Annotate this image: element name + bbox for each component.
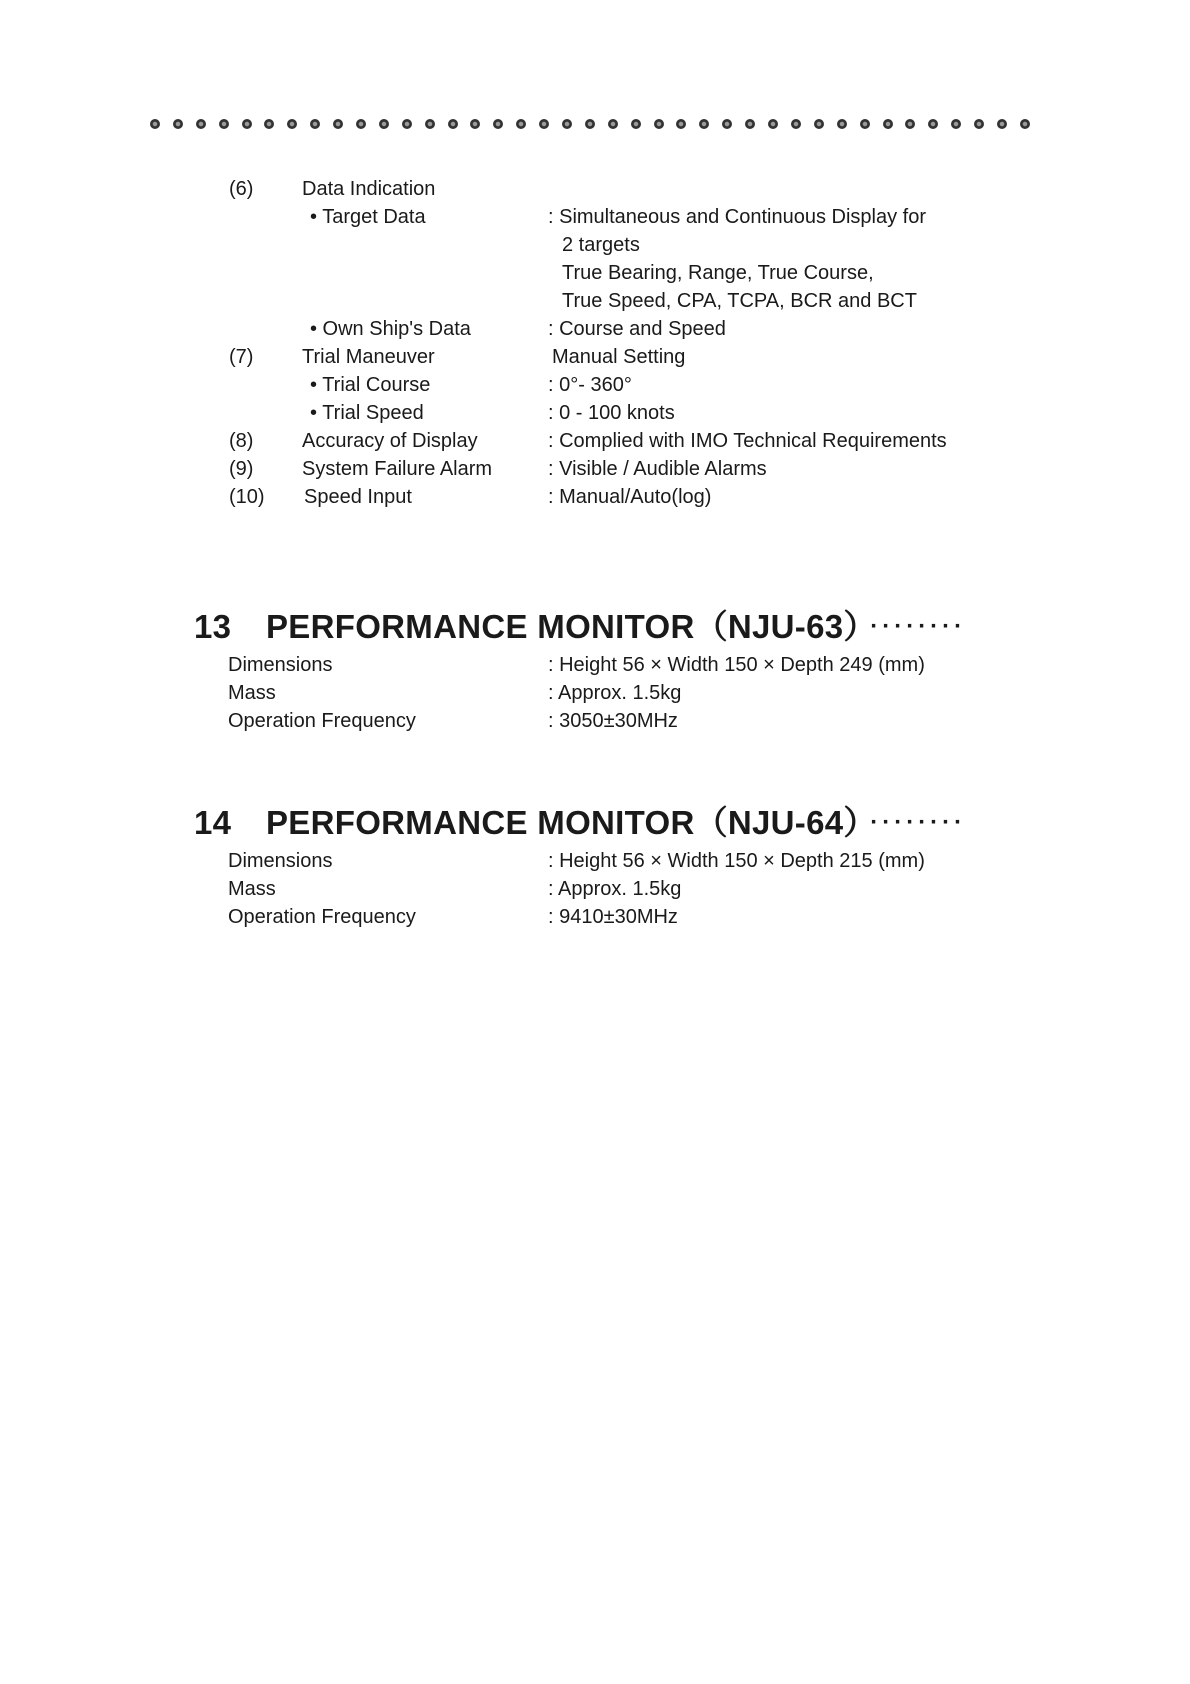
dot-icon [470,119,480,129]
item-number: (8) [229,430,254,452]
section-heading [194,601,966,648]
row-value: : 9410±30MHz [548,906,678,928]
item-label: • Target Data [310,206,426,228]
dot-icon [150,119,160,129]
dot-icon [448,119,458,129]
row-label: Mass [228,682,276,704]
item-number: (10) [229,486,265,508]
section-number: 13 [194,608,232,645]
dot-icon [173,119,183,129]
dot-icon [242,119,252,129]
dot-icon [997,119,1007,129]
dot-icon [768,119,778,129]
item-value: : Simultaneous and Continuous Display for [548,206,926,228]
decorative-dot-border [150,119,1030,129]
dot-icon [608,119,618,129]
dot-icon [585,119,595,129]
section-title: PERFORMANCE MONITOR（NJU-64） [266,804,861,841]
item-label: Trial Maneuver [302,346,435,368]
section-title: PERFORMANCE MONITOR（NJU-63） [266,608,861,645]
item-label: Speed Input [304,486,412,508]
dot-leader: ········ [870,613,967,640]
item-label: • Own Ship's Data [310,318,471,340]
dot-icon [860,119,870,129]
item-label: Accuracy of Display [302,430,478,452]
dot-icon [356,119,366,129]
dot-icon [905,119,915,129]
dot-icon [676,119,686,129]
section-heading [194,797,966,844]
dot-icon [219,119,229,129]
item-label: • Trial Course [310,374,431,396]
row-value: : Approx. 1.5kg [548,878,682,900]
item-number: (7) [229,346,254,368]
dot-icon [791,119,801,129]
dot-icon [425,119,435,129]
row-label: Operation Frequency [228,710,416,732]
item-value: True Bearing, Range, True Course, [562,262,874,284]
dot-icon [814,119,824,129]
dot-icon [883,119,893,129]
item-value: Manual Setting [552,346,686,368]
dot-icon [722,119,732,129]
row-label: Mass [228,878,276,900]
row-label: Dimensions [228,654,333,676]
row-value: : Approx. 1.5kg [548,682,682,704]
row-label: Dimensions [228,850,333,872]
dot-icon [539,119,549,129]
item-value: : 0 - 100 knots [548,402,675,424]
dot-icon [562,119,572,129]
dot-icon [745,119,755,129]
item-value: : 0°- 360° [548,374,632,396]
dot-icon [928,119,938,129]
dot-icon [287,119,297,129]
dot-icon [951,119,961,129]
section-number: 14 [194,804,232,841]
row-value: : Height 56 × Width 150 × Depth 249 (mm) [548,654,925,676]
row-value: : Height 56 × Width 150 × Depth 215 (mm) [548,850,925,872]
dot-leader: ········ [870,809,967,836]
dot-icon [493,119,503,129]
item-value: : Manual/Auto(log) [548,486,712,508]
item-value: : Course and Speed [548,318,726,340]
dot-icon [310,119,320,129]
dot-icon [379,119,389,129]
row-value: : 3050±30MHz [548,710,678,732]
dot-icon [837,119,847,129]
dot-icon [516,119,526,129]
item-value: True Speed, CPA, TCPA, BCR and BCT [562,290,917,312]
dot-icon [196,119,206,129]
item-value: : Complied with IMO Technical Requirements [548,430,947,452]
item-number: (9) [229,458,254,480]
item-label: Data Indication [302,178,436,200]
dot-icon [974,119,984,129]
row-label: Operation Frequency [228,906,416,928]
item-label: System Failure Alarm [302,458,493,480]
dot-icon [402,119,412,129]
item-number: (6) [229,178,254,200]
dot-icon [654,119,664,129]
dot-icon [1020,119,1030,129]
dot-icon [264,119,274,129]
item-value: 2 targets [562,234,640,256]
dot-icon [631,119,641,129]
item-value: : Visible / Audible Alarms [548,458,767,480]
item-label: • Trial Speed [310,402,424,424]
dot-icon [333,119,343,129]
dot-icon [699,119,709,129]
